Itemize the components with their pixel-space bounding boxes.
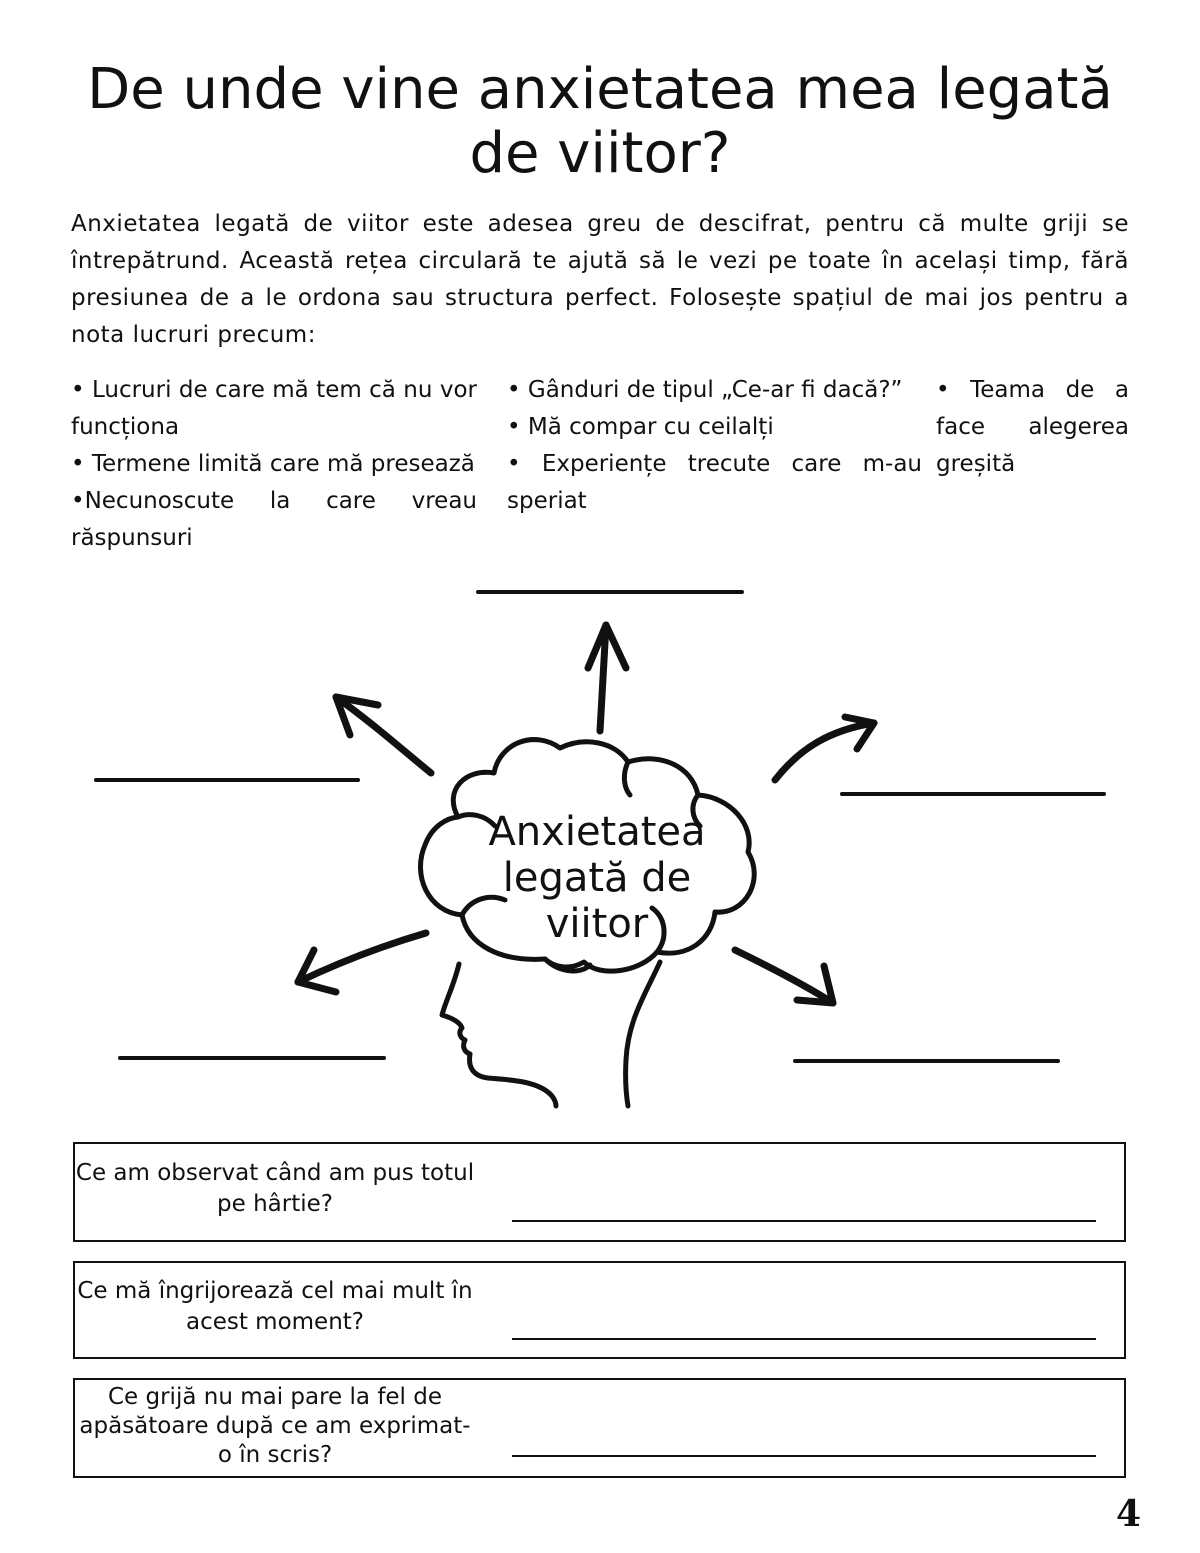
answer-line[interactable] [512,1455,1096,1457]
bullet-item: • Mă compar cu ceilalți [507,414,774,440]
bullet-column-3 [936,372,1129,483]
reflection-box [73,1378,1126,1478]
bullet-item: • Termene limită care mă presează [71,451,475,477]
center-label-line: legată de [502,855,692,901]
answer-line[interactable] [512,1338,1096,1340]
reflection-box [73,1261,1126,1359]
intro-paragraph: Anxietatea legată de viitor este adesea greu de descifrat, pentru că multe griji se întrepătrund. Această rețea circulară te ajută să le vezi pe toate în același timp, fără presiunea de a le ordona sau structura perfect. Folosește spațiul de mai jos pentru a nota lucruri precum: [71,211,1129,348]
arrow-icon [775,717,874,780]
bullet-item: •Necunoscute la care vreau răspunsuri [71,488,477,551]
page-number: 4 [1116,1493,1142,1535]
reflection-box [73,1142,1126,1242]
bullet-item: • Teama de a face alegerea greșită [936,377,1129,477]
center-label-line: Anxietatea [488,809,706,855]
answer-line[interactable] [512,1220,1096,1222]
arrow-icon [588,625,626,731]
bullet-column-1 [71,372,477,557]
bullet-item: • Lucruri de care mă tem că nu vor funcționa [71,377,477,440]
reflection-question: Ce am observat când am pus totul pe hârtie? [75,1160,475,1217]
arrow-icon [298,933,426,992]
bullet-item: • Gânduri de tipul „Ce-ar fi dacă?” [507,377,903,403]
bullet-item: • Experiențe trecute care m-au speriat [507,451,922,514]
page-title: De unde vine anxietatea mea legată de viitor? [87,57,1113,186]
arrow-icon [336,697,431,773]
anxiety-web-diagram [0,560,1200,1120]
reflection-question: Ce grijă nu mai pare la fel de apăsătoare după ce am exprimat-o în scris? [79,1384,471,1468]
bullet-column-2 [507,372,922,520]
arrow-icon [735,950,833,1003]
center-label-line: viitor [545,901,649,947]
reflection-question: Ce mă îngrijorează cel mai mult în acest moment? [77,1278,473,1335]
